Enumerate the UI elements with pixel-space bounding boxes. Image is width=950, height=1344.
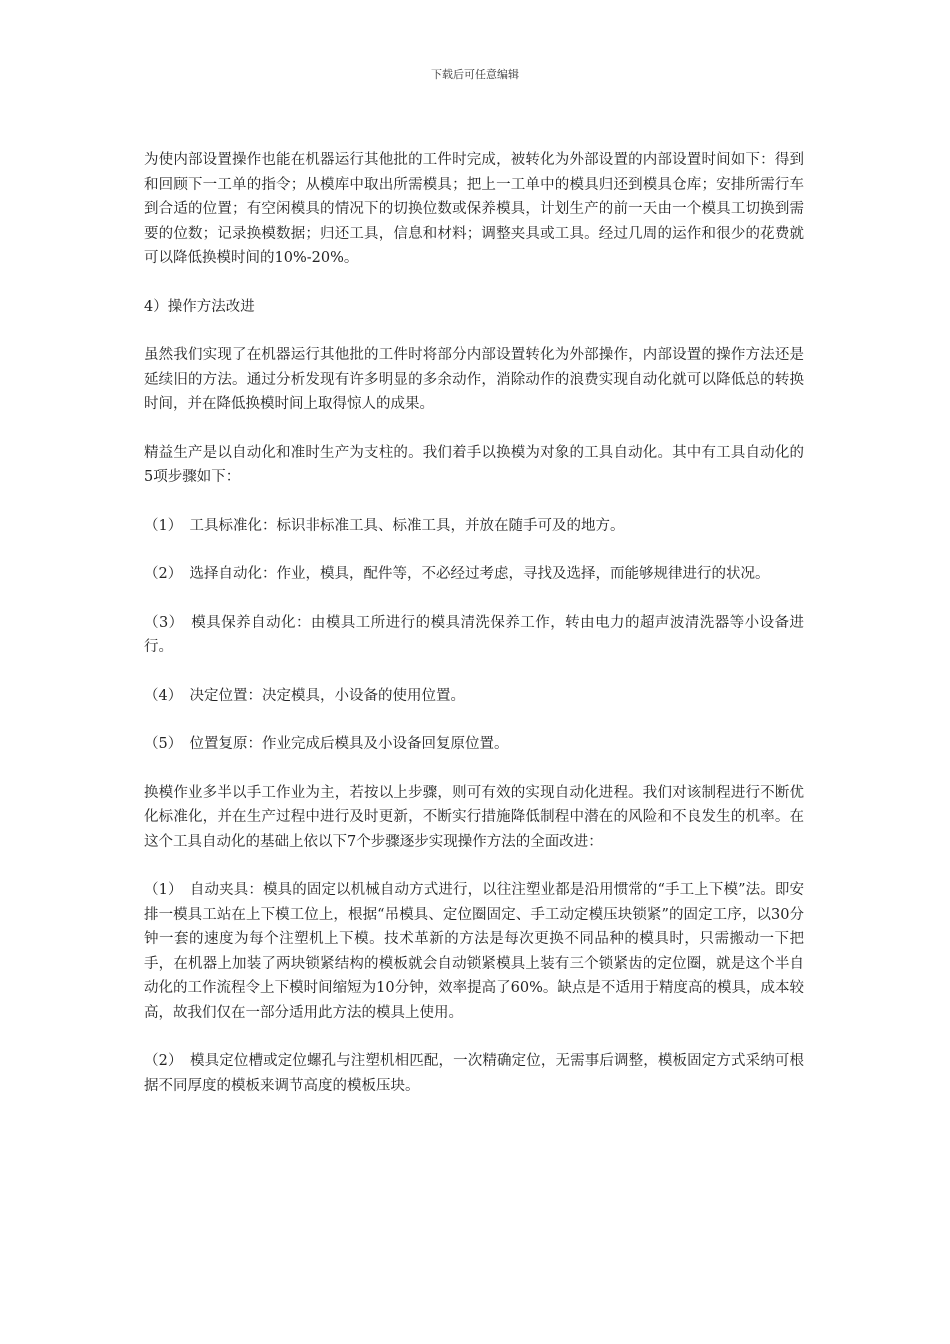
paragraph-lean-production: 精益生产是以自动化和准时生产为支柱的。我们着手以换模为对象的工具自动化。其中有工具自动化的5项步骤如下： (144, 444, 804, 485)
list-item-mold-positioning: （2） 模具定位槽或定位螺孔与注塑机相匹配，一次精确定位，无需事后调整，模板固定方式采纳可根据不同厚度的模板来调节高度的模板压块。 (144, 1053, 804, 1094)
list-item-decide-position: （4） 决定位置：决定模具，小设备的使用位置。 (144, 687, 465, 704)
document-body (144, 148, 804, 1122)
paragraph-mold-change-work: 换模作业多半以手工作业为主，若按以上步骤，则可有效的实现自动化进程。我们对该制程进行不断优化标准化，并在生产过程中进行及时更新，不断实行措施降低制程中潜在的风险和不良发生的机率。在这个工具自动化的基础上依以下7个步骤逐步实现操作方法的全面改进： (144, 784, 804, 850)
list-item-maintenance-automation: （3） 模具保养自动化：由模具工所进行的模具清洗保养工作，转由电力的超声波清洗器等小设备进行。 (144, 614, 804, 655)
paragraph-method-intro: 虽然我们实现了在机器运行其他批的工件时将部分内部设置转化为外部操作，内部设置的操作方法还是延续旧的方法。通过分析发现有许多明显的多余动作，消除动作的浪费实现自动化就可以降低总的转换时间，并在降低换模时间上取得惊人的成果。 (144, 347, 804, 412)
list-item-auto-clamp: （1） 自动夹具：模具的固定以机械自动方式进行，以往注塑业都是沿用惯常的“手工上下模”法。即安排一模具工站在上下模工位上，根据“吊模具、定位圈固定、手工动定模压块锁紧”的固定工序，以30分钟一套的速度为每个注塑机上下模。技术革新的方法是每次更换不同品种的模具时，只需搬动一下把手，在机器上加装了两块锁紧结构的模板就会自动锁紧模具上装有三个锁紧齿的定位圈，就是这个半自动化的工作流程令上下模时间缩短为10分钟，效率提高了60%。缺点是不适用于精度高的模具，成本较高，故我们仅在一部分适用此方法的模具上使用。 (144, 882, 804, 1021)
list-item-selection-automation: （2） 选择自动化：作业，模具，配件等，不必经过考虑，寻找及选择，而能够规律进行的状况。 (144, 566, 770, 582)
page-header: 下载后可任意编辑 (431, 68, 519, 81)
list-item-position-restore: （5） 位置复原：作业完成后模具及小设备回复原位置。 (144, 736, 509, 752)
section-heading-method-improvement: 4）操作方法改进 (144, 298, 255, 315)
paragraph-internal-setup: 为使内部设置操作也能在机器运行其他批的工件时完成，被转化为外部设置的内部设置时间如下：得到和回顾下一工单的指令；从模库中取出所需模具；把上一工单中的模具归还到模具仓库；安排所需行车到合适的位置；有空闲模具的情况下的切换位数或保养模具，计划生产的前一天由一个模具工切换到需要的位数；记录换模数据；归还工具，信息和材料；调整夹具或工具。经过几周的运作和很少的花费就可以降低换模时间的10%-20%。 (144, 152, 804, 266)
list-item-tool-standardization: （1） 工具标准化：标识非标准工具、标准工具，并放在随手可及的地方。 (144, 517, 625, 534)
